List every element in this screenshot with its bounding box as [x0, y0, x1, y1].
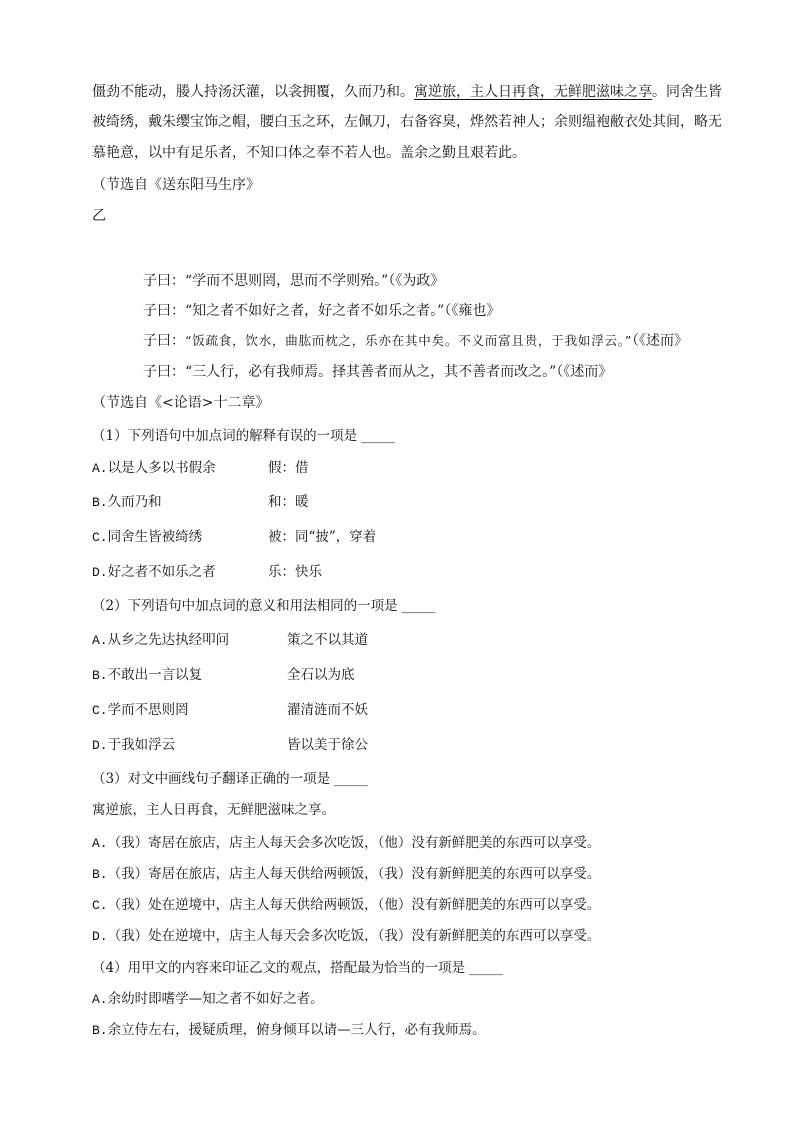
option-text: 学而不思则罔 [107, 702, 189, 718]
question-text: （3）对文中画线句子翻译正确的一项是 [92, 771, 331, 787]
option-text: 同舍生皆被绮绣 [107, 529, 203, 545]
question-2-option-b [92, 665, 355, 685]
option-explanation: 和：暖 [268, 494, 309, 510]
option-comparison: 全石以为底 [287, 667, 355, 683]
quote-speaker: 子曰： [143, 273, 185, 289]
option-explanation: 被：同“披”，穿着 [268, 529, 377, 545]
question-2-option-a [92, 630, 368, 650]
passage-jia-line-1 [92, 82, 722, 102]
option-text: 好之者不如乐之者 [107, 564, 216, 580]
quote-text: “三人行，必有我师焉。择其善者而从之，其不善者而改之。” [185, 364, 557, 380]
option-explanation: 乐：快乐 [268, 564, 322, 580]
option-text: （我）处在逆境中，店主人每天会多次吃饭，（我）没有新鲜肥美的东西可以享受。 [107, 928, 601, 944]
quote-source: （《述而》 [632, 333, 689, 349]
quote-speaker: 子曰： [143, 333, 185, 349]
question-1-option-b [92, 492, 309, 512]
passage-text: 僵劲不能动，媵人持汤沃灌，以衾拥覆，久而乃和。 [92, 84, 414, 100]
passage-yi-source: （节选自《<论语>十二章》 [92, 395, 270, 411]
question-4-option-b [92, 1020, 486, 1040]
passage-yi-heading: 乙 [92, 208, 106, 224]
quote-source: （《雍也》 [444, 303, 501, 319]
question-1-option-c [92, 527, 377, 547]
option-comparison: 濯清涟而不妖 [287, 702, 368, 718]
question-2-stem [92, 596, 435, 616]
option-label: D. [92, 929, 108, 944]
option-label: B. [92, 668, 108, 683]
answer-blank: _____ [361, 428, 395, 444]
question-3-option-c [92, 895, 600, 915]
question-3-option-d [92, 926, 600, 946]
quote-source: （《述而》 [556, 364, 613, 380]
quote-text: “学而不思则罔，思而不学则殆。” [185, 273, 389, 289]
question-text: （2）下列语句中加点词的意义和用法相同的一项是 [92, 598, 398, 614]
quote-source: （《为政》 [388, 273, 445, 289]
option-label: C. [92, 530, 108, 545]
question-text: （4）用甲文的内容来印证乙文的观点，搭配最为恰当的一项是 [92, 960, 466, 976]
analects-quote [143, 301, 500, 321]
question-1-option-d [92, 562, 322, 582]
quote-text: “知之者不如好之者，好之者不如乐之者。” [185, 303, 445, 319]
option-label: A. [92, 836, 108, 851]
underlined-sentence: 寓逆旅，主人日再食，无鲜肥滋味之享 [414, 84, 652, 100]
question-2-option-d [92, 735, 368, 755]
passage-text: 。同舍生皆 [652, 84, 722, 100]
option-text: （我）处在逆境中，店主人每天供给两顿饭，（他）没有新鲜肥美的东西可以享受。 [107, 897, 601, 913]
quote-speaker: 子曰： [143, 364, 185, 380]
question-text: （1）下列语句中加点词的解释有误的一项是 [92, 428, 358, 444]
option-label: C. [92, 703, 108, 718]
option-label: A. [92, 633, 108, 648]
option-label: D. [92, 565, 108, 580]
question-3-stem [92, 769, 368, 789]
question-2-option-c [92, 700, 368, 720]
option-text: 久而乃和 [107, 494, 162, 510]
option-text: 余立侍左右，援疑质理，俯身倾耳以请—三人行，必有我师焉。 [107, 1022, 486, 1038]
passage-jia-line-2: 被绮绣，戴朱缨宝饰之帽，腰白玉之环，左佩刀，右备容臭，烨然若神人；余则缊袍敝衣处其间，略无 [92, 114, 722, 130]
option-label: A. [92, 461, 108, 476]
option-label: A. [92, 992, 108, 1007]
option-text: 以是人多以书假余 [107, 460, 216, 476]
quote-speaker: 子曰： [143, 303, 185, 319]
option-text: （我）寄居在旅店，店主人每天供给两顿饭，（我）没有新鲜肥美的东西可以享受。 [107, 866, 601, 882]
question-1-option-a [92, 458, 309, 478]
passage-jia-line-3: 慕艳意，以中有足乐者，不知口体之奉不若人也。盖余之勤且艰若此。 [92, 145, 526, 161]
option-text: 余幼时即嗜学—知之者不如好之者。 [107, 991, 324, 1007]
analects-quote [143, 362, 612, 382]
question-3-sentence: 寓逆旅，主人日再食，无鲜肥滋味之享。 [92, 802, 335, 818]
option-text: 不敢出一言以复 [107, 667, 203, 683]
question-1-stem [92, 426, 395, 446]
option-label: D. [92, 738, 108, 753]
answer-blank: _____ [469, 960, 503, 976]
question-4-option-a [92, 989, 324, 1009]
question-3-option-a [92, 833, 600, 853]
option-explanation: 假：借 [268, 460, 309, 476]
option-text: 于我如浮云 [107, 737, 176, 753]
option-label: B. [92, 1023, 108, 1038]
option-label: B. [92, 495, 108, 510]
passage-jia-source: （节选自《送东阳马生序》 [92, 177, 260, 193]
option-label: B. [92, 867, 108, 882]
option-text: （我）寄居在旅店，店主人每天会多次吃饭，（他）没有新鲜肥美的东西可以享受。 [107, 835, 601, 851]
question-3-option-b [92, 864, 600, 884]
answer-blank: _____ [401, 598, 436, 614]
analects-quote [143, 331, 688, 351]
question-4-stem [92, 958, 503, 978]
analects-quote [143, 271, 444, 291]
option-comparison: 策之不以其道 [287, 632, 368, 648]
option-comparison: 皆以美于徐公 [287, 737, 368, 753]
option-text: 从乡之先达执经叩问 [107, 632, 230, 648]
option-label: C. [92, 898, 108, 913]
answer-blank: _____ [334, 771, 368, 787]
quote-text: “饭疏食，饮水，曲肱而枕之，乐亦在其中矣。不义而富且贵，于我如浮云。” [185, 333, 633, 348]
